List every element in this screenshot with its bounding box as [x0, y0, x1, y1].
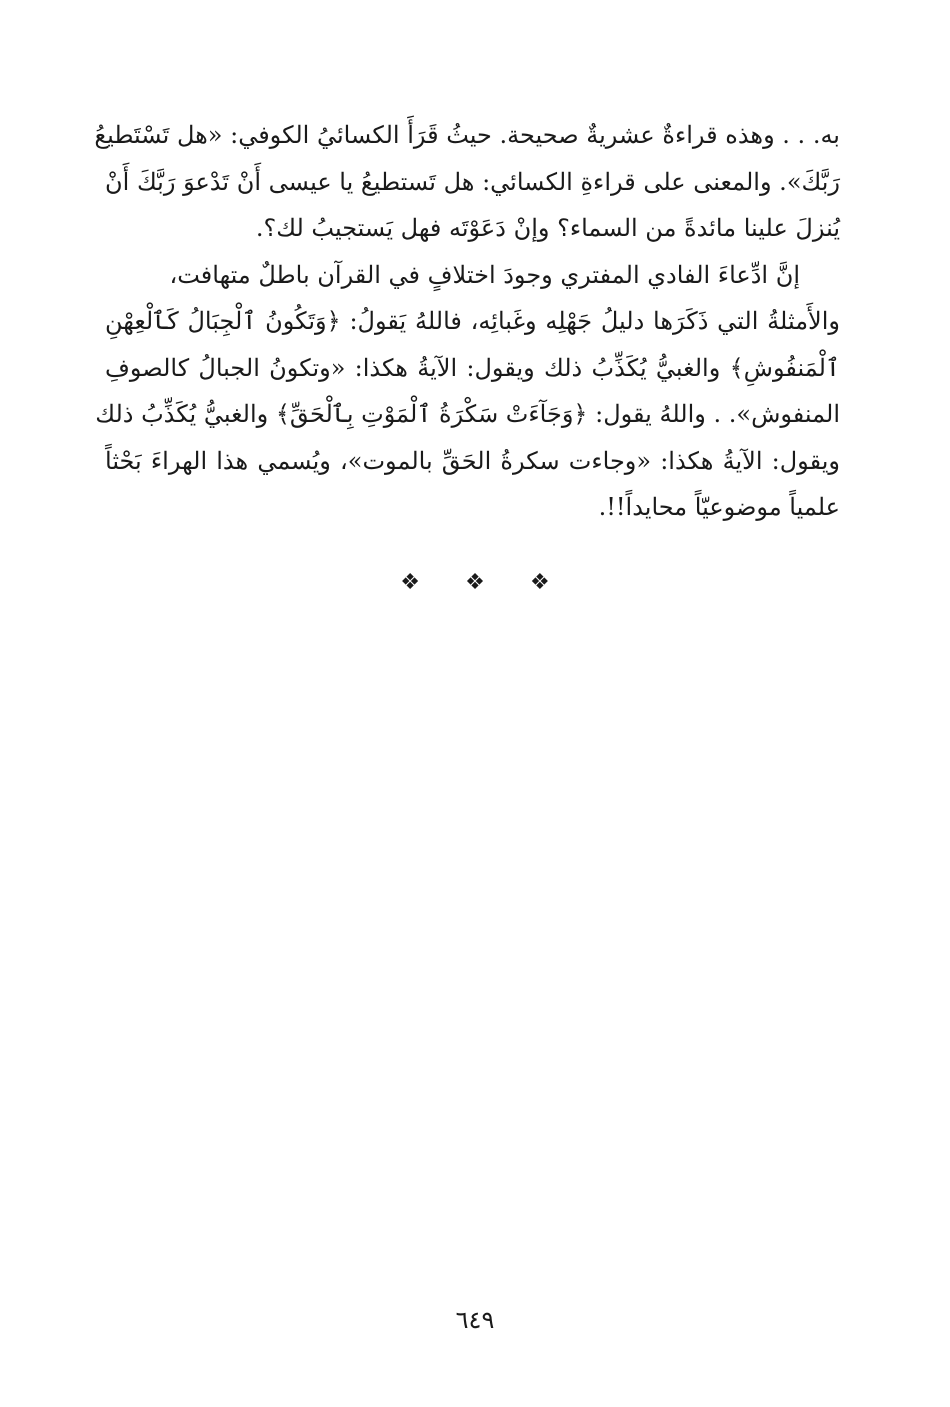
- text-line: ٱلْمَنفُوشِ﴾ والغبيُّ يُكَذِّبُ ذلك ويقول: الآيةُ هكذا: «وتكونُ الجبالُ كالصوفِ: [105, 353, 840, 382]
- page-number: ٦٤٩: [455, 1306, 495, 1334]
- text-line: ويقول: الآيةُ هكذا: «وجاءت سكرةُ الحَقِّ بالموت»، ويُسمي هذا الهراءَ بَحْثاً: [105, 446, 840, 475]
- body-text: [94, 112, 840, 531]
- text-line: به. . . وهذه قراءةٌ عشريةٌ صحيحة. حيثُ قَرَأَ الكسائيُ الكوفي: «هل تَسْتَطيعُ: [94, 121, 840, 149]
- paragraph-1: [94, 112, 840, 252]
- text-line: يُنزلَ علينا مائدةً من السماء؟ وإنْ دَعَوْتَه فهل يَستجيبُ لك؟.: [255, 214, 840, 242]
- text-line: إنَّ ادِّعاءَ الفادي المفتري وجودَ اختلافٍ في القرآن باطلٌ متهافت،: [169, 260, 800, 289]
- section-divider-ornament: [0, 570, 950, 595]
- text-line: علمياً موضوعيّاً محايداً!!.: [598, 493, 840, 521]
- text-line: والأَمثلةُ التي ذَكَرَها دليلُ جَهْلِه وغَبائِه، فاللهُ يَقولُ: ﴿وَتَكُونُ ٱلْجِبَالُ كَٱلْعِهْنِ: [105, 307, 840, 335]
- paragraph-2: [95, 252, 840, 531]
- diamond-ornament-icon: ❖: [400, 570, 421, 595]
- diamond-ornament-icon: ❖: [465, 570, 485, 595]
- diamond-ornament-icon: ❖: [529, 570, 550, 595]
- text-line: رَبَّكَ». والمعنى على قراءةِ الكسائي: هل تَستطيعُ يا عيسى أَنْ تَدْعوَ رَبَّكَ أَنْ: [105, 167, 840, 196]
- text-line: المنفوش». . واللهُ يقول: ﴿وَجَآءَتْ سَكْرَةُ ٱلْمَوْتِ بِٱلْحَقِّ﴾ والغبيُّ يُكَذِّبُ ذلك: [95, 400, 840, 428]
